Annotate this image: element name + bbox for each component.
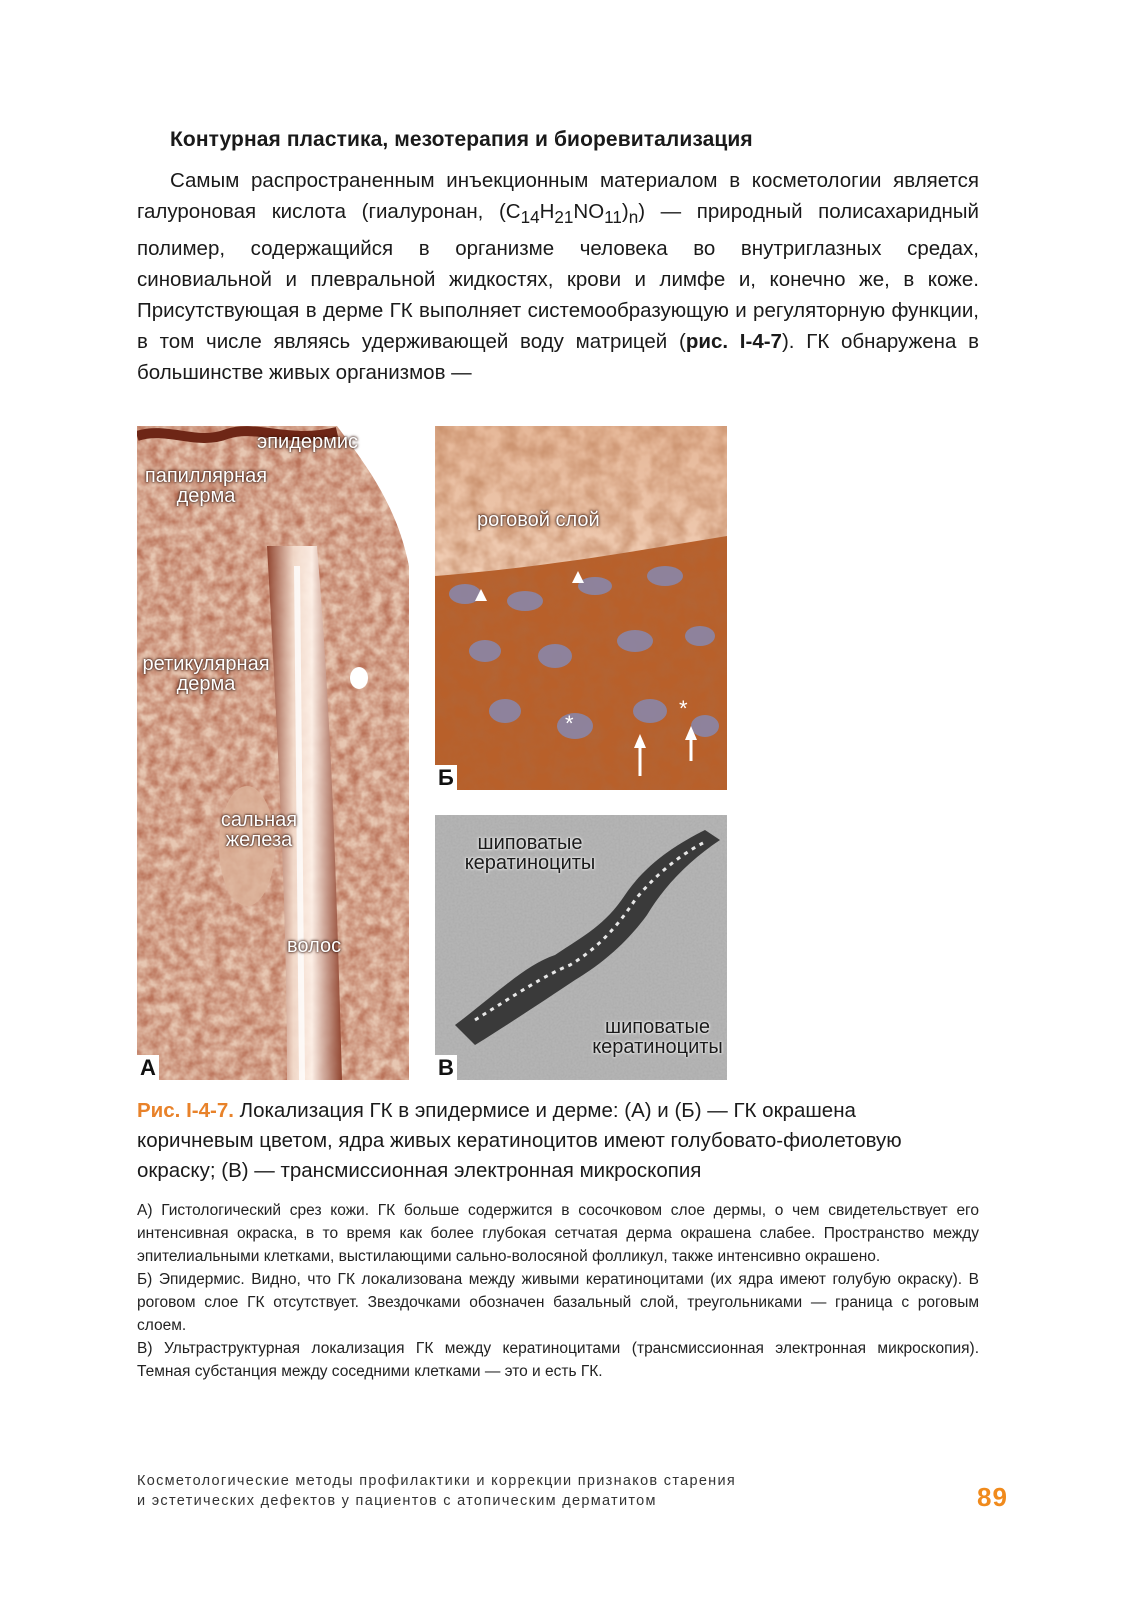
body-text-part1: Самым распространенным инъекционным материалом в косметологии является галуроновая кислота (гиалуронан, (C	[137, 169, 979, 223]
panel-a-letter: А	[137, 1055, 159, 1080]
label-gland-line1: сальная	[220, 809, 298, 831]
subscript: 14	[520, 208, 540, 228]
figure-caption	[137, 1096, 977, 1186]
label-papillary-dermis	[141, 466, 271, 506]
label-gland-line2: железа	[225, 829, 293, 851]
label-reticular-line1: ретикулярная	[142, 653, 270, 675]
skin-section-image	[137, 426, 409, 1080]
label-top-line1: шиповатые	[477, 832, 583, 854]
label-sebaceous-gland	[209, 810, 309, 850]
subscript: 11	[604, 208, 622, 228]
panel-c-letter: В	[435, 1055, 457, 1080]
note-c: В) Ультраструктурная локализация ГК между кератиноцитами (трансмиссионная электронная микроскопия). Темная субстанция между соседними клетками — это и есть ГК.	[137, 1340, 979, 1380]
footer-line-2: и эстетических дефектов у пациентов с атопическим дерматитом	[137, 1493, 657, 1509]
formula-close: )	[621, 200, 629, 223]
epidermis-image	[435, 426, 727, 790]
label-spinous-keratinocytes-bottom	[585, 1017, 727, 1057]
svg-text:*: *	[679, 696, 688, 721]
subscript: n	[628, 208, 639, 228]
label-reticular-dermis	[141, 654, 271, 694]
page-number: 89	[977, 1482, 1008, 1512]
label-epidermis: эпидермис	[257, 431, 359, 453]
note-a: А) Гистологический срез кожи. ГК больше содержится в сосочковом слое дермы, о чем свидетельствует его интенсивная окраска, в то время как более глубокая сетчатая дерма окрашена слабее. Пространство между эпителиальными клетками, выстилающими сально-волосяной фолликул, также интенсивно окрашено.	[137, 1202, 979, 1265]
body-text-part3: ). ГК обнаружена в большинстве живых организмов —	[137, 330, 979, 385]
label-bottom-line1: шиповатые	[605, 1016, 710, 1038]
body-text-part2: ) — природный полисахаридный полимер, содержащийся в организме человека во внутриглазных средах, синовиальной и плевральной жидкостях, крови и лимфе и, конечно же, в коже. Присутствующая в дерме ГК выполняет системообразующую и регуляторную функции, в том числе являясь удерживающей воду матрицей (	[137, 200, 979, 354]
formula-h: H	[539, 200, 555, 223]
figure-panel-c	[435, 815, 727, 1080]
panel-b-letter: Б	[435, 765, 457, 790]
label-papillary-line2: дерма	[176, 485, 236, 507]
subscript: 21	[554, 208, 574, 228]
figure-notes	[137, 1199, 979, 1383]
figure-panel-a	[137, 426, 409, 1080]
label-spinous-keratinocytes-top	[455, 833, 605, 873]
label-hair: волос	[287, 935, 342, 957]
figure-id: Рис. I-4-7.	[137, 1099, 234, 1122]
label-stratum-corneum: роговой слой	[477, 509, 600, 531]
caption-text: Локализация ГК в эпидермисе и дерме: (А) и (Б) — ГК окрашена коричневым цветом, ядра живых кератиноцитов имеют голубовато-фиолетовую окраску; (В) — трансмиссионная электронная микроскопия	[137, 1099, 902, 1182]
label-papillary-line1: папиллярная	[144, 465, 268, 487]
svg-text:*: *	[565, 711, 574, 736]
label-top-line2: кератиноциты	[464, 852, 596, 874]
label-reticular-line2: дерма	[176, 673, 236, 695]
body-paragraph	[137, 165, 979, 388]
figure-panel-b	[435, 426, 727, 790]
footer-line-1: Косметологические методы профилактики и коррекции признаков старения	[137, 1473, 737, 1489]
formula-no: NO	[573, 200, 605, 223]
page-footer	[137, 1471, 736, 1511]
section-heading: Контурная пластика, мезотерапия и биоревитализация	[170, 128, 753, 151]
note-b: Б) Эпидермис. Видно, что ГК локализована между живыми кератиноцитами (их ядра имеют голубую окраску). В роговом слое ГК отсутствует. Звездочками обозначен базальный слой, треугольниками — граница с роговым слоем.	[137, 1271, 979, 1334]
label-bottom-line2: кератиноциты	[592, 1036, 723, 1058]
figure-reference: рис. I-4-7	[685, 330, 782, 354]
